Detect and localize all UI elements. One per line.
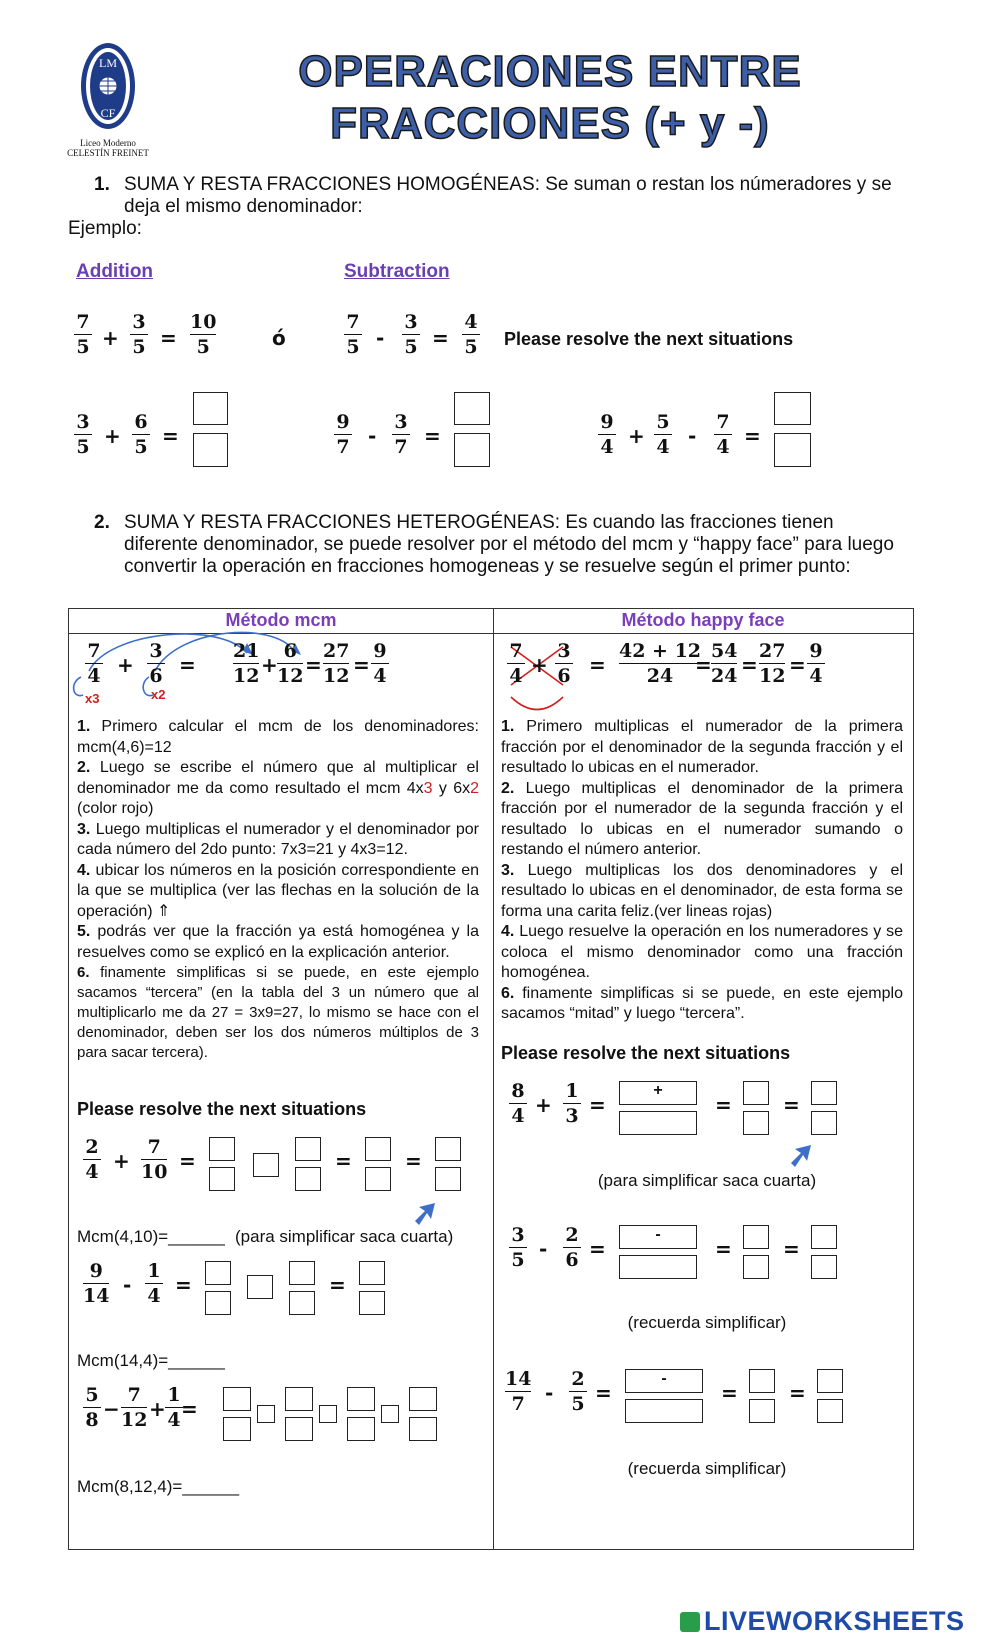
operator: − [103,1397,120,1421]
mcm-input-line[interactable]: Mcm(4,10)=______ [77,1227,225,1246]
step: 1. Primero multiplicas el numerador de la primera fracción por el denominador de la segunda fracción y el resultado lo ubicas en el numerador. [501,718,903,776]
equals: = [160,326,177,350]
fraction: 9 4 [807,639,825,688]
answer-box[interactable] [359,1291,385,1315]
equals: = [405,1149,422,1173]
prompt: Please resolve the next situations [77,1099,367,1119]
operator: - [688,424,697,448]
answer-box[interactable] [295,1137,321,1161]
fraction: 9 4 [598,410,616,459]
fraction: 3 5 [74,410,92,459]
school-name: Liceo Moderno CELESTÍN FREINET [67,138,149,158]
mcm-input-line[interactable]: Mcm(8,12,4)=______ [77,1477,240,1496]
example-label: Ejemplo: [68,218,142,239]
answer-denominator-box[interactable] [774,433,811,467]
fraction: 7 4 [507,639,525,688]
page-title: OPERACIONES ENTRE FRACCIONES (+ y -) [298,47,802,148]
operator: + [102,326,119,350]
fraction: 3 6 [555,639,573,688]
equals: = [721,1381,738,1405]
mcm-heading: Método mcm [225,610,337,630]
answer-box[interactable] [223,1387,251,1411]
fraction: 5 4 [654,410,672,459]
numerator-answer-box[interactable]: - [625,1369,703,1393]
equals: = [783,1237,800,1261]
answer-box[interactable] [749,1399,775,1423]
answer-box[interactable] [285,1417,313,1441]
fraction: 1 4 [145,1259,163,1308]
or-label: ó [272,326,286,350]
fraction: 27 12 [759,640,786,687]
answer-box[interactable] [289,1291,315,1315]
hint: (para simplificar saca cuarta) [597,1171,817,1190]
operator: + [535,1093,552,1117]
answer-box[interactable] [409,1387,437,1411]
equals: = [175,1273,192,1297]
operator: + [628,424,645,448]
answer-box[interactable] [435,1137,461,1161]
prompt: Please resolve the next situations [504,329,794,349]
equals: = [589,653,606,677]
answer-box[interactable] [743,1225,769,1249]
hint: (recuerda simplificar) [627,1313,787,1332]
fraction: 54 24 [711,640,738,687]
subtraction-label: Subtraction [344,261,450,282]
answer-box[interactable] [223,1417,251,1441]
prompt: Please resolve the next situations [501,1043,791,1063]
operator-box[interactable] [253,1153,279,1177]
fraction: 3 7 [392,410,410,459]
step: 4. Luego resuelve la operación en los numeradores y se coloca el mismo denominador como una fracción homogénea. [501,923,903,981]
equals: = [789,653,806,677]
fraction: 10 5 [190,311,217,358]
fraction: 4 5 [462,310,480,359]
answer-box[interactable] [811,1111,837,1135]
fraction: 7 5 [344,310,362,359]
equals: = [181,1397,198,1421]
equals: = [335,1149,352,1173]
operator: - [539,1237,548,1261]
addition-label: Addition [76,261,154,282]
denominator-answer-box[interactable] [625,1399,703,1423]
equals: = [353,653,370,677]
hint: (recuerda simplificar) [627,1459,787,1478]
operator: + [531,653,548,677]
operator: - [376,326,385,350]
answer-box[interactable] [409,1417,437,1441]
methods-table [68,608,914,1550]
fraction: 9 4 [371,639,389,688]
answer-box[interactable] [749,1369,775,1393]
equals: = [741,653,758,677]
answer-box[interactable] [359,1261,385,1285]
step: 4. ubicar los números en la posición correspondiente en la que se multiplica (ver las flechas en la solución de la operación) ⇑ [77,861,479,920]
step: 5. podrás ver que la fracción ya está homogénea y la resuelves como se explicó en la explicación anterior. [77,923,480,961]
fraction: 3 5 [130,310,148,359]
answer-box[interactable] [289,1261,315,1285]
answer-box[interactable] [743,1111,769,1135]
operator-box[interactable] [319,1405,337,1423]
operator: + [149,1397,166,1421]
equals: = [595,1381,612,1405]
fraction: 7 4 [85,639,103,688]
numerator-answer-box[interactable]: - [619,1225,697,1249]
equals: = [162,424,179,448]
numerator-answer-box[interactable]: + [619,1081,697,1105]
lw-icon [680,1612,700,1632]
fraction: 9 7 [334,410,352,459]
equals: = [783,1093,800,1117]
equals: = [695,653,712,677]
equals: = [179,1149,196,1173]
step: 3. Luego multiplicas los dos denominadores y el resultado lo ubicas en el denominador, de esta forma se forma una carita feliz.(ver lineas rojas) [501,861,903,920]
answer-box[interactable] [285,1387,313,1411]
equals: = [589,1237,606,1261]
fraction: 27 12 [323,640,350,687]
section1-text: 1. SUMA Y RESTA FRACCIONES HOMOGÉNEAS: Se suman o restan los númeradores y se deja el mismo denominador: [94,174,892,217]
fraction: 7 5 [74,310,92,359]
happy-face-heading: Método happy face [621,610,785,630]
school-logo [68,42,148,162]
fraction: 3 6 [147,639,165,688]
fraction: 6 12 [277,640,304,687]
answer-box[interactable] [817,1369,843,1393]
fraction: 1 3 [563,1079,581,1128]
logo-bottom-text: CF [100,106,116,120]
answer-box[interactable] [811,1255,837,1279]
equals: = [424,424,441,448]
answer-numerator-box[interactable] [454,392,490,425]
answer-box[interactable] [205,1261,231,1285]
operator-box[interactable] [381,1405,399,1423]
multiplier-label: x2 [151,687,166,702]
multiplier-label: x3 [85,691,100,706]
answer-box[interactable] [435,1167,461,1191]
answer-box[interactable] [209,1137,235,1161]
happy-face-steps [501,717,903,1025]
operator-box[interactable] [247,1275,273,1299]
mcm-steps [77,717,479,1063]
answer-box[interactable] [743,1255,769,1279]
fraction: 7 10 [141,1136,168,1183]
step: 3. Luego multiplicas el numerador y el denominador por cada número del 2do punto: 7x3=21 y 4x3=12. [77,820,479,858]
operator: + [261,653,278,677]
fraction: 6 5 [132,410,150,459]
answer-numerator-box[interactable] [193,392,228,425]
fraction: 42 + 12 24 [619,640,702,687]
step: 2. Luego multiplicas el denominador de la primera fracción por el numerador de la segunda fracción y el resultado lo ubicas en el numerador sumando o restando el número anterior. [501,779,903,858]
equals: = [744,424,761,448]
answer-box[interactable] [209,1167,235,1191]
operator: + [104,424,121,448]
fraction: 2 6 [563,1223,581,1272]
fraction: 21 12 [233,640,260,687]
equals: = [589,1093,606,1117]
operator: - [123,1273,132,1297]
fraction: 8 4 [509,1079,527,1128]
answer-box[interactable] [743,1081,769,1105]
hint: (para simplificar saca cuarta) [235,1227,454,1246]
fraction: 2 5 [569,1367,587,1416]
answer-box[interactable] [295,1167,321,1191]
equals: = [432,326,449,350]
denominator-answer-box[interactable] [619,1255,697,1279]
answer-box[interactable] [811,1225,837,1249]
step: 2. Luego se escribe el número que al multiplicar el denominador me da como resultado el mcm 4x3 y 6x2 (color rojo) [77,759,479,817]
arrow-icon [787,1141,817,1169]
equals: = [329,1273,346,1297]
answer-box[interactable] [347,1417,375,1441]
arrow-icon [411,1199,441,1227]
fraction: 9 14 [83,1260,110,1307]
logo-top-text: LM [99,56,117,70]
section2-text: 2. SUMA Y RESTA FRACCIONES HETEROGÉNEAS: Es cuando las fracciones tienen diferente denominador, se puede resolver por el método del mcm y “happy face” para luego convertir la operación en fracciones homogeneas y se resuelve según el primer punto: [94,512,894,577]
operator: + [117,653,134,677]
fraction: 3 5 [402,310,420,359]
fraction: 5 8 [83,1383,101,1432]
equals: = [715,1237,732,1261]
equals: = [789,1381,806,1405]
equals: = [715,1093,732,1117]
equals: = [179,653,196,677]
operator: + [113,1149,130,1173]
operator: - [545,1381,554,1405]
answer-box[interactable] [365,1137,391,1161]
fraction: 3 5 [509,1223,527,1272]
denominator-answer-box[interactable] [619,1111,697,1135]
answer-denominator-box[interactable] [193,433,228,467]
mcm-input-line[interactable]: Mcm(14,4)=______ [77,1351,225,1370]
answer-box[interactable] [365,1167,391,1191]
step: 1. Primero calcular el mcm de los denominadores: mcm(4,6)=12 [77,718,479,756]
liveworksheets-logo: LIVEWORKSHEETS [680,1606,965,1637]
fraction: 1 4 [165,1383,183,1432]
answer-box[interactable] [817,1399,843,1423]
answer-box[interactable] [347,1387,375,1411]
answer-denominator-box[interactable] [454,433,490,467]
equals: = [305,653,322,677]
fraction: 7 12 [121,1384,148,1431]
fraction: 14 7 [505,1368,532,1415]
operator: - [368,424,377,448]
fraction: 7 4 [714,410,732,459]
fraction: 2 4 [83,1135,101,1184]
step: 6. finamente simplificas si se puede, en este ejemplo sacamos “mitad” y luego “tercera”. [501,984,903,1022]
operator-box[interactable] [257,1405,275,1423]
answer-numerator-box[interactable] [774,392,811,425]
answer-box[interactable] [811,1081,837,1105]
answer-box[interactable] [205,1291,231,1315]
step: 6. finamente simplificas si se puede, en este ejemplo sacamos “tercera” (en la tabla del 3 un número que al multiplicarlo me da 27 = 3x9=27, lo mismo se hace con el denominador, deben ser los dos números múltiplos de 3 para sacar tercera). [77,964,480,1061]
